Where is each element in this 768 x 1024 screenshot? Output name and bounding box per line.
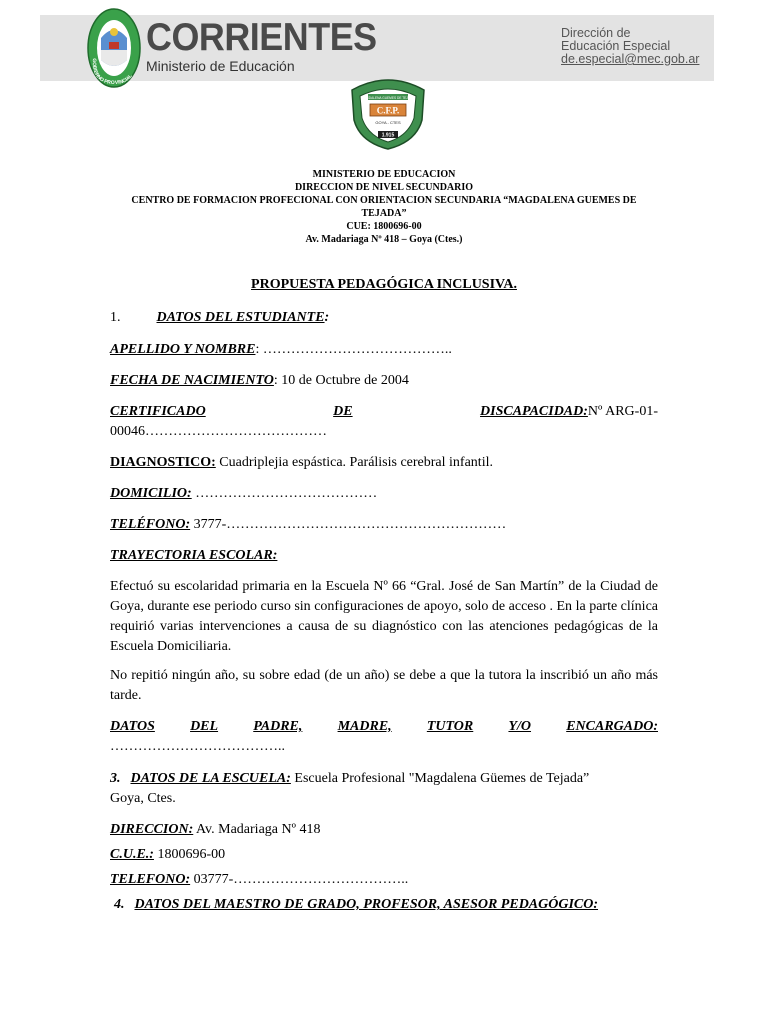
apellido-value: : ………………………………….. bbox=[255, 342, 452, 357]
field-trayectoria bbox=[110, 546, 658, 566]
cert-value-1: Nº ARG-01- bbox=[587, 404, 658, 419]
header-line-address: Av. Madariaga Nº 418 – Goya (Ctes.) bbox=[305, 234, 463, 245]
padres-word-4: MADRE, bbox=[337, 719, 392, 734]
ministry-name: Ministerio de Educación bbox=[146, 58, 295, 74]
directorate-line-1: Dirección de bbox=[561, 26, 631, 40]
field-apellido bbox=[110, 340, 658, 360]
tel-value: 3777-…………………………………………………… bbox=[190, 517, 507, 532]
section-1-heading bbox=[110, 308, 658, 328]
header-line-center-cont: TEJADA” bbox=[361, 208, 407, 219]
field-cue bbox=[110, 845, 658, 865]
cert-word-3: DISCAPACIDAD: bbox=[480, 404, 588, 419]
padres-value: ……………………………….. bbox=[110, 739, 285, 754]
field-certificado bbox=[110, 402, 658, 422]
tel2-value: 03777-……………………………….. bbox=[190, 872, 409, 887]
tel-label: TELÉFONO: bbox=[110, 517, 191, 532]
direccion-label: DIRECCION: bbox=[110, 822, 194, 837]
svg-text:MAGDALENA GUEMES DE TEJADA: MAGDALENA GUEMES DE TEJADA bbox=[361, 96, 415, 100]
cert-value-2: 00046………………………………… bbox=[110, 424, 327, 439]
section-1-colon: : bbox=[324, 310, 330, 325]
field-fecha bbox=[110, 371, 658, 391]
section-3-heading bbox=[110, 769, 658, 789]
brand-title: CORRIENTES bbox=[146, 16, 377, 59]
directorate-email[interactable]: de.especial@mec.gob.ar bbox=[561, 52, 700, 66]
section-4-number: 4. bbox=[114, 897, 125, 912]
section-3-number: 3. bbox=[110, 771, 121, 786]
directorate-line-2: Educación Especial bbox=[561, 39, 671, 53]
padres-word-6: Y/O bbox=[508, 719, 532, 734]
field-domicilio bbox=[110, 484, 658, 504]
header-line-ministry: MINISTERIO DE EDUCACION bbox=[312, 169, 456, 180]
padres-word-5: TUTOR bbox=[426, 719, 474, 734]
cert-word-2: DE bbox=[333, 404, 353, 419]
trayectoria-paragraph-1: Efectuó su escolaridad primaria en la Escuela Nº 66 “Gral. José de San Martín” de la Ciudad de Goya, durante ese periodo curso sin configuraciones de apoyo, solo de acceso . En la parte clínica requirió varias intervenciones a causa de su diagnóstico con las atenciones pedagógicas de la Escuela Domiciliaria. bbox=[110, 579, 658, 654]
header-line-direction: DIRECCION DE NIVEL SECUNDARIO bbox=[294, 182, 474, 193]
section-3-label: DATOS DE LA ESCUELA: bbox=[130, 771, 291, 786]
field-padres bbox=[110, 717, 658, 737]
dom-value: ………………………………… bbox=[191, 486, 378, 501]
direccion-value: Av. Madariaga Nº 418 bbox=[193, 822, 321, 837]
svg-text:C.F.P.: C.F.P. bbox=[376, 105, 400, 116]
fecha-value: : 10 de Octubre de 2004 bbox=[273, 373, 409, 388]
cue-label: C.U.E.: bbox=[110, 847, 154, 862]
field-diagnostico bbox=[110, 453, 658, 473]
svg-text:GOBIERNO PROVINCIAL: GOBIERNO PROVINCIAL bbox=[90, 58, 134, 87]
diag-label: DIAGNOSTICO: bbox=[110, 455, 216, 470]
padres-word-2: DEL bbox=[190, 719, 219, 734]
svg-text:GOYA - CTES: GOYA - CTES bbox=[375, 120, 401, 125]
svg-text:1.915: 1.915 bbox=[381, 132, 395, 139]
section-1-number: 1. bbox=[110, 310, 121, 325]
field-telefono bbox=[110, 515, 658, 535]
header-line-center: CENTRO DE FORMACION PROFECIONAL CON ORIENTACION SECUNDARIA “MAGDALENA GUEMES DE bbox=[131, 195, 637, 206]
dom-label: DOMICILIO: bbox=[110, 486, 192, 501]
trayectoria-paragraph-2: No repitió ningún año, su sobre edad (de un año) se debe a que la tutora la inscribió un año más tarde. bbox=[110, 668, 658, 703]
field-padres-cont bbox=[110, 737, 658, 757]
section-4-heading bbox=[114, 895, 662, 915]
trayectoria-label: TRAYECTORIA ESCOLAR: bbox=[110, 548, 278, 563]
section-1-title: DATOS DEL ESTUDIANTE bbox=[156, 310, 325, 325]
institution-header bbox=[110, 168, 658, 246]
section-4-label: DATOS DEL MAESTRO DE GRADO, PROFESOR, ASESOR PEDAGÓGICO: bbox=[134, 897, 599, 912]
field-telefono-escuela bbox=[110, 870, 658, 890]
school-seal-icon bbox=[348, 76, 428, 150]
section-3-value-2: Goya, Ctes. bbox=[110, 791, 176, 806]
cue-value: 1800696-00 bbox=[153, 847, 226, 862]
padres-word-7: ENCARGADO: bbox=[566, 719, 658, 734]
header-line-cue: CUE: 1800696-00 bbox=[346, 221, 422, 232]
province-seal-ring-text bbox=[87, 8, 141, 88]
fecha-label: FECHA DE NACIMIENTO bbox=[110, 373, 274, 388]
apellido-label: APELLIDO Y NOMBRE bbox=[110, 342, 256, 357]
diag-value: Cuadriplejia espástica. Parálisis cerebral infantil. bbox=[215, 455, 493, 470]
directorate-block bbox=[561, 27, 699, 66]
padres-word-1: DATOS bbox=[110, 719, 155, 734]
padres-word-3: PADRE, bbox=[253, 719, 303, 734]
section-3-value: Escuela Profesional "Magdalena Güemes de Tejada” bbox=[290, 771, 590, 786]
field-direccion bbox=[110, 820, 658, 840]
cert-word-1: CERTIFICADO bbox=[110, 404, 206, 419]
section-3-cont bbox=[110, 789, 658, 809]
tel2-label: TELEFONO: bbox=[110, 872, 191, 887]
field-certificado-cont bbox=[110, 422, 658, 442]
document-title: PROPUESTA PEDAGÓGICA INCLUSIVA. bbox=[251, 277, 517, 292]
